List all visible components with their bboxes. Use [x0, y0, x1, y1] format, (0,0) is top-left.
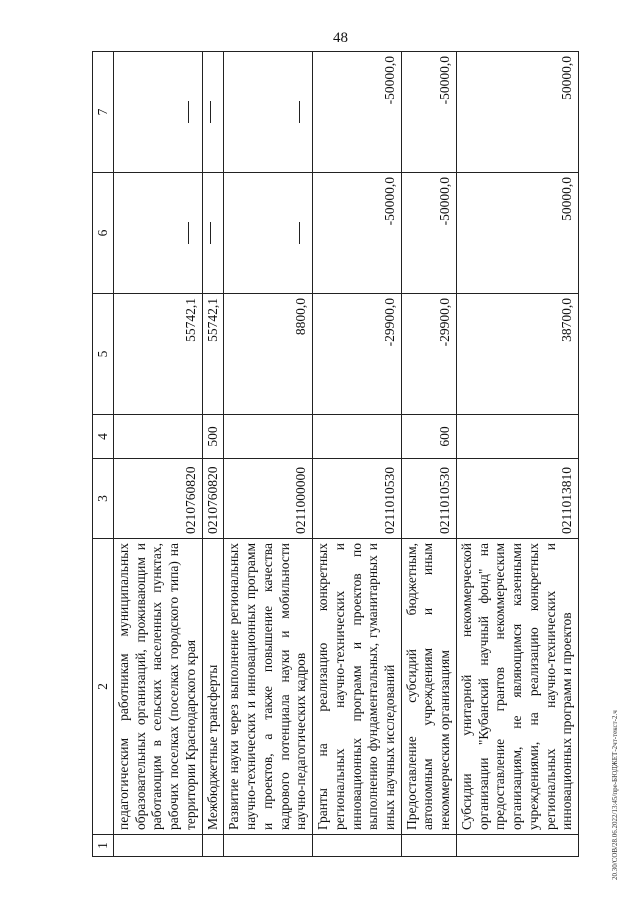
- expense-type-cell: [224, 415, 313, 459]
- amount-year2-cell: [114, 173, 203, 294]
- budget-table-container: [92, 52, 612, 857]
- description-cell: Предоставление субсидий бюджетным, автономным учреждениям и иным некоммерческим организациям: [401, 539, 456, 835]
- row-index-cell: [456, 835, 578, 857]
- dash-mark: [188, 101, 189, 123]
- dash-mark: [299, 101, 300, 123]
- description-cell: Межбюджетные трансферты: [202, 539, 224, 835]
- expense-type-cell: [313, 415, 402, 459]
- amount-year1-cell: -29900,0: [313, 294, 402, 415]
- dash-mark: [188, 222, 189, 244]
- table-row: [456, 52, 578, 857]
- amount-year1-cell: 55742,1: [202, 294, 224, 415]
- budget-table: [92, 51, 579, 857]
- amount-year2-cell: -50000,0: [401, 173, 456, 294]
- expense-type-cell: 600: [401, 415, 456, 459]
- expense-type-cell: 500: [202, 415, 224, 459]
- amount-year3-cell: -50000,0: [313, 52, 402, 173]
- amount-year2-cell: 50000,0: [456, 173, 578, 294]
- target-code-cell: 0211000000: [224, 459, 313, 539]
- table-row: [114, 52, 203, 857]
- amount-year1-cell: 38700,0: [456, 294, 578, 415]
- description-cell: Гранты на реализацию конкретных региональных научно-технических и инновационных программ и проектов по выполнению фундаментальных, гуманитарных и иных научных исследований: [313, 539, 402, 835]
- row-index-cell: [401, 835, 456, 857]
- column-header: 2: [93, 539, 114, 835]
- amount-year2-cell: [224, 173, 313, 294]
- amount-year3-cell: [224, 52, 313, 173]
- expense-type-cell: [456, 415, 578, 459]
- target-code-cell: 0210760820: [114, 459, 203, 539]
- column-header: 1: [93, 835, 114, 857]
- column-header: 3: [93, 459, 114, 539]
- column-header: 7: [93, 52, 114, 173]
- table-row: [224, 52, 313, 857]
- row-index-cell: [224, 835, 313, 857]
- page-number: 48: [333, 30, 348, 46]
- description-cell: Субсидии унитарной некоммерческой организации "Кубанский научный фонд" на предоставление грантов некоммерческим организациям, не являющимся казенными учреждениями, на реализацию конкретных региональных научно-технических и инновационных программ и проектов: [456, 539, 578, 835]
- table-row: [202, 52, 224, 857]
- table-row: [313, 52, 402, 857]
- row-index-cell: [202, 835, 224, 857]
- amount-year2-cell: [202, 173, 224, 294]
- document-footer-note: 20.30/СОВ/28.06.2022/13:45/пре-БЮДЖЕТ-2чт-текст-2.ч: [611, 710, 619, 880]
- table-header-row: [93, 52, 114, 857]
- description-cell: Развитие науки через выполнение региональных научно-технических и инновационных программ и проектов, а также повышение качества кадрового потенциала науки и мобильности научно-педагогических кадров: [224, 539, 313, 835]
- target-code-cell: 0210760820: [202, 459, 224, 539]
- amount-year2-cell: -50000,0: [313, 173, 402, 294]
- amount-year3-cell: -50000,0: [401, 52, 456, 173]
- table-row: [401, 52, 456, 857]
- amount-year1-cell: 55742,1: [114, 294, 203, 415]
- target-code-cell: 0211010530: [401, 459, 456, 539]
- dash-mark: [299, 222, 300, 244]
- row-index-cell: [313, 835, 402, 857]
- column-header: 6: [93, 173, 114, 294]
- amount-year3-cell: 50000,0: [456, 52, 578, 173]
- amount-year1-cell: 8800,0: [224, 294, 313, 415]
- column-header: 4: [93, 415, 114, 459]
- amount-year3-cell: [114, 52, 203, 173]
- dash-mark: [210, 222, 211, 244]
- target-code-cell: 0211010530: [313, 459, 402, 539]
- description-cell: педагогическим работникам муниципальных образовательных организаций, проживающим и работающим в сельских населенных пунктах, рабочих поселках (поселках городского типа) на территории Краснодарского края: [114, 539, 203, 835]
- target-code-cell: 0211013810: [456, 459, 578, 539]
- expense-type-cell: [114, 415, 203, 459]
- dash-mark: [210, 101, 211, 123]
- row-index-cell: [114, 835, 203, 857]
- amount-year1-cell: -29900,0: [401, 294, 456, 415]
- column-header: 5: [93, 294, 114, 415]
- amount-year3-cell: [202, 52, 224, 173]
